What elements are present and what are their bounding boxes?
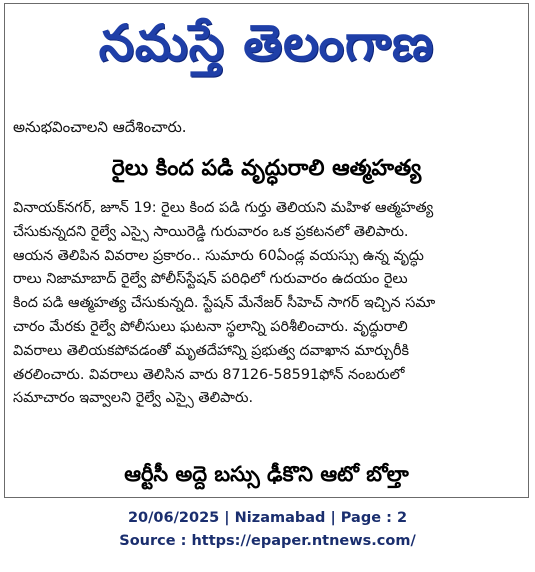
- date-edition-page: 20/06/2025 | Nizamabad | Page : 2: [127, 510, 408, 526]
- article-line: చేసుకున్నదని రైల్వే ఎస్సై సాయిరెడ్డి గురువారం ఒక ప్రకటనలో తెలిపారు.: [13, 223, 409, 240]
- masthead-logo: నమస్తే తెలంగాణ: [98, 13, 435, 72]
- clipping-frame: [4, 3, 529, 498]
- article-body: [13, 197, 525, 411]
- cropped-text-fragment: [9, 96, 521, 106]
- article-line: చారం మేరకు రైల్వే పోలీసులు ఘటనా స్థలాన్ని పరిశీలించారు. వృద్ధురాలి: [13, 318, 408, 335]
- article-line: వివరాలు తెలియకపోవడంతో మృతదేహాన్ని ప్రభుత్వ దవాఖాన మార్చురీకి: [13, 342, 410, 359]
- previous-article-tail: అనుభవించాలని ఆదేశించారు.: [13, 118, 187, 136]
- article-line: రాలు నిజామాబాద్ రైల్వే పోలీస్‌స్టేషన్ పరిధిలో గురువారం ఉదయం రైలు: [13, 271, 408, 288]
- source-link[interactable]: Source : https://epaper.ntnews.com/: [119, 533, 416, 549]
- next-article-headline: ఆర్టీసీ అద్దె బస్సు ఢీకొని ఆటో బోల్తా: [124, 462, 409, 486]
- article-line: తరలించారు. వివరాలు తెలిసిన వారు 87126-58591ఫోన్ నంబరులో: [13, 366, 405, 383]
- article-line: వినాయక్‌నగర్, జూన్ 19: రైలు కింద పడి గుర్తు తెలియని మహిళ ఆత్మహత్య: [13, 200, 434, 216]
- masthead: [5, 4, 528, 90]
- article-line: సమాచారం ఇవ్వాలని రైల్వే ఎస్సై తెలిపారు.: [13, 390, 254, 407]
- article-line: ఆయన తెలిపిన వివరాల ప్రకారం.. సుమారు 60ఏండ్ల వయస్సు ఉన్న వృద్ధు: [13, 247, 424, 264]
- article-line: కింద పడి ఆత్మహత్య చేసుకున్నది. స్టేషన్ మేనేజర్ సీహెచ్ సాగర్ ఇచ్చిన సమా: [13, 295, 436, 312]
- article-headline: రైలు కింద పడి వృద్ధురాలి ఆత్మహత్య: [111, 156, 422, 181]
